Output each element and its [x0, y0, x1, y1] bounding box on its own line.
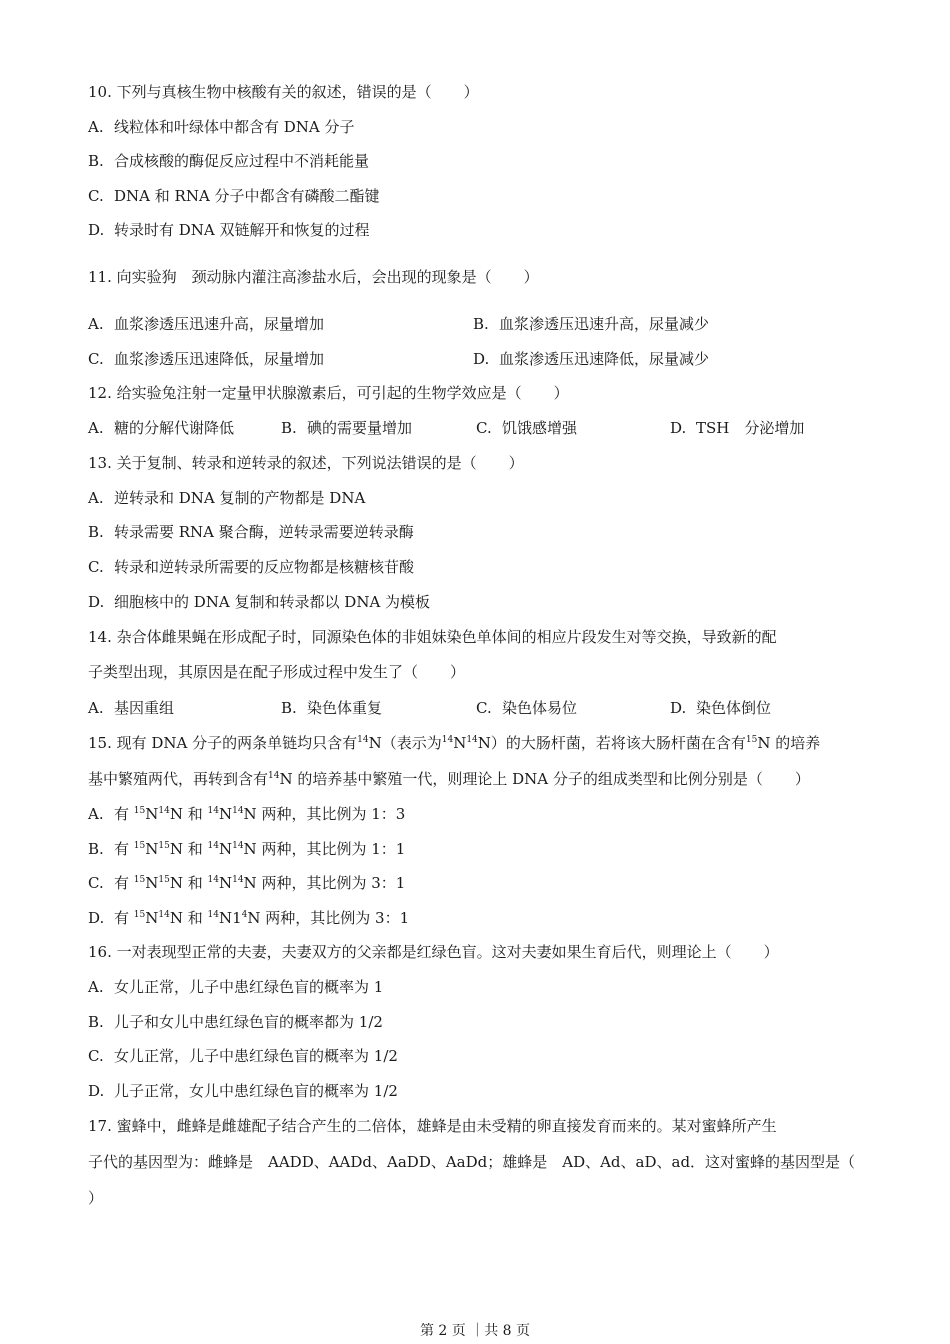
page-number-footer: 第 2 页 ｜共 8 页 — [419, 1323, 531, 1339]
question-12-option-c: C. 饥饿感增强 — [476, 419, 578, 437]
question-11-option-a: A. 血浆渗透压迅速升高，尿量增加 — [88, 315, 325, 333]
question-10-option-d: D. 转录时有 DNA 双链解开和恢复的过程 — [88, 221, 370, 239]
question-11-option-c: C. 血浆渗透压迅速降低，尿量增加 — [88, 350, 325, 368]
question-15-option-c: C. 有 $^{15}N^{15}N$ 和 $^{14}N^{14}N$ 两种，其比例为 3：1 — [88, 874, 406, 892]
question-16-stem: 16. 一对表现型正常的夫妻，夫妻双方的父亲都是红绿色盲。这对夫妻如果生育后代，则理论上（ ） — [88, 943, 779, 961]
question-16-option-d: D. 儿子正常，女儿中患红绿色盲的概率为 1/2 — [88, 1082, 398, 1100]
question-15-option-b: B. 有 $^{15}N^{15}N$ 和 $^{14}N^{14}N$ 两种，其比例为 1：1 — [88, 840, 406, 858]
question-17-stem-line2: 子代的基因型为：雌蜂是 AADD、AADd、AaDD、AaDd；雄蜂是 AD、Ad、aD、ad．这对蜜蜂的基因型是（ — [88, 1153, 856, 1171]
question-14-stem-line1: 14. 杂合体雌果蝇在形成配子时，同源染色体的非姐妹染色单体间的相应片段发生对等交换，导致新的配 — [88, 628, 777, 646]
question-11-stem: 11. 向实验狗 颈动脉内灌注高渗盐水后，会出现的现象是（ ） — [88, 268, 539, 286]
question-15-stem-line2: 基中繁殖两代，再转到含有$^{14}$N 的培养基中繁殖一代，则理论上 DNA 分子的组成类型和比例分别是（ ） — [88, 770, 810, 788]
question-14-option-c: C. 染色体易位 — [476, 699, 578, 717]
question-15-stem-line1: 15. 现有 DNA 分子的两条单链均只含有$^{14}$N（表示为$^{14}N^{14}N$）的大肠杆菌，若将该大肠杆菌在含有$^{15}$N 的培养 — [88, 734, 821, 752]
question-11-option-b: B. 血浆渗透压迅速升高，尿量减少 — [473, 315, 710, 333]
question-15-option-a: A. 有 $^{15}N^{14}N$ 和 $^{14}N^{14}N$ 两种，其比例为 1：3 — [88, 805, 406, 823]
question-11-option-d: D. 血浆渗透压迅速降低，尿量减少 — [473, 350, 710, 368]
question-10-option-b: B. 合成核酸的酶促反应过程中不消耗能量 — [88, 152, 370, 170]
question-16-option-a: A. 女儿正常，儿子中患红绿色盲的概率为 1 — [88, 978, 384, 996]
question-16-option-b: B. 儿子和女儿中患红绿色盲的概率都为 1/2 — [88, 1013, 383, 1031]
question-14-option-b: B. 染色体重复 — [281, 699, 383, 717]
question-12-option-b: B. 碘的需要量增加 — [281, 419, 413, 437]
question-12-stem: 12. 给实验兔注射一定量甲状腺激素后，可引起的生物学效应是（ ） — [88, 384, 569, 402]
question-13-option-a: A. 逆转录和 DNA 复制的产物都是 DNA — [88, 489, 366, 507]
question-13-stem: 13. 关于复制、转录和逆转录的叙述，下列说法错误的是（ ） — [88, 454, 524, 472]
question-14-option-a: A. 基因重组 — [88, 699, 175, 717]
question-13-option-d: D. 细胞核中的 DNA 复制和转录都以 DNA 为模板 — [88, 593, 431, 611]
question-13-option-b: B. 转录需要 RNA 聚合酶，逆转录需要逆转录酶 — [88, 523, 414, 541]
question-12-option-d: D. TSH 分泌增加 — [670, 419, 805, 437]
question-10-option-a: A. 线粒体和叶绿体中都含有 DNA 分子 — [88, 118, 355, 136]
question-17-stem-line3: ） — [88, 1189, 104, 1207]
question-16-option-c: C. 女儿正常，儿子中患红绿色盲的概率为 1/2 — [88, 1047, 398, 1065]
question-10-option-c: C. DNA 和 RNA 分子中都含有磷酸二酯键 — [88, 187, 380, 205]
question-10-stem: 10. 下列与真核生物中核酸有关的叙述，错误的是（ ） — [88, 83, 479, 101]
question-15-option-d: D. 有 $^{15}N^{14}N$ 和 $^{14}N1^4N$ 两种，其比例为 3：1 — [88, 909, 410, 927]
question-14-option-d: D. 染色体倒位 — [670, 699, 772, 717]
question-17-stem-line1: 17. 蜜蜂中，雌蜂是雌雄配子结合产生的二倍体，雄蜂是由未受精的卵直接发育而来的。某对蜜蜂所产生 — [88, 1117, 777, 1135]
question-12-option-a: A. 糖的分解代谢降低 — [88, 419, 235, 437]
question-14-stem-line2: 子类型出现，其原因是在配子形成过程中发生了（ ） — [88, 663, 466, 681]
question-13-option-c: C. 转录和逆转录所需要的反应物都是核糖核苷酸 — [88, 558, 415, 576]
